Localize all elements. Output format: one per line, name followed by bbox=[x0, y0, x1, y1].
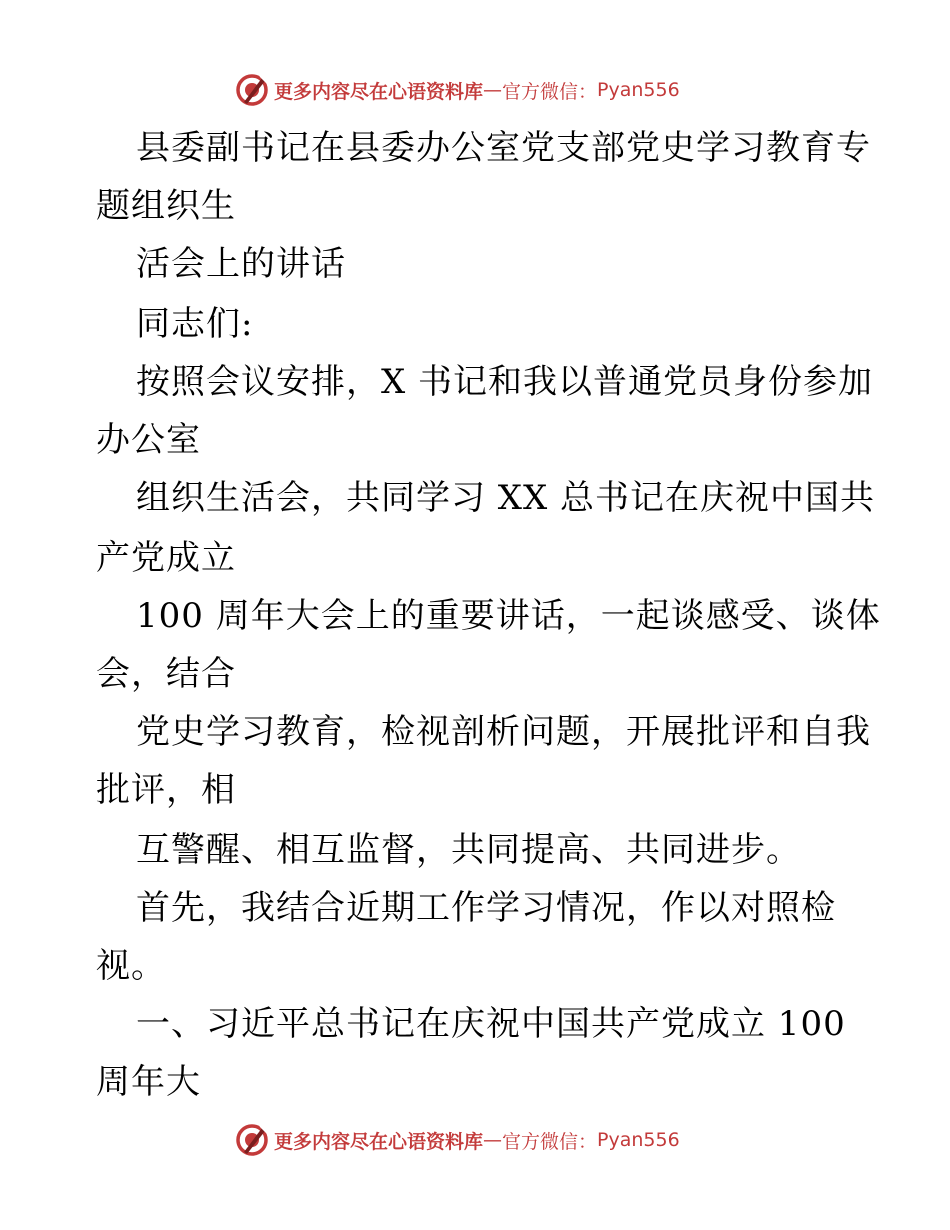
text-line: 党史学习教育，检视剖析问题，开展批评和自我 bbox=[136, 712, 871, 752]
text-line: 县委副书记在县委办公室党支部党史学习教育专 bbox=[136, 128, 871, 168]
quill-logo-icon bbox=[234, 72, 270, 108]
text-line: 同志们: bbox=[136, 304, 254, 344]
quill-logo-icon bbox=[234, 1122, 270, 1158]
watermark-wechat-label: 官方微信： bbox=[502, 1130, 598, 1153]
text-line: 互警醒、相互监督，共同提高、共同进步。 bbox=[136, 830, 801, 870]
watermark-wechat-label: 官方微信： bbox=[502, 80, 598, 103]
text-line: 100 周年大会上的重要讲话，一起谈感受、谈体 bbox=[136, 596, 881, 636]
header-watermark bbox=[234, 72, 680, 108]
text-line: 视。 bbox=[96, 946, 166, 986]
text-line: 一、习近平总书记在庆祝中国共产党成立 100 bbox=[136, 1004, 846, 1044]
text-line: 产党成立 bbox=[96, 538, 236, 578]
watermark-dash: — bbox=[483, 1129, 503, 1151]
watermark-brand: 更多内容尽在心语资料库 bbox=[274, 80, 484, 103]
footer-watermark bbox=[234, 1122, 680, 1158]
text-line: 会，结合 bbox=[96, 654, 236, 694]
watermark-dash: — bbox=[483, 79, 503, 101]
text-line: 按照会议安排，X 书记和我以普通党员身份参加 bbox=[136, 362, 874, 402]
text-line: 题组织生 bbox=[96, 186, 236, 226]
watermark-wechat-id: Pyan556 bbox=[597, 1129, 680, 1151]
watermark-wechat-id: Pyan556 bbox=[597, 79, 680, 101]
text-line: 组织生活会，共同学习 XX 总书记在庆祝中国共 bbox=[136, 478, 876, 518]
text-line: 周年大 bbox=[96, 1062, 201, 1102]
text-line: 办公室 bbox=[96, 420, 201, 460]
text-line: 首先，我结合近期工作学习情况，作以对照检 bbox=[136, 888, 836, 928]
text-line: 活会上的讲话 bbox=[136, 244, 346, 284]
watermark-brand: 更多内容尽在心语资料库 bbox=[274, 1130, 484, 1153]
text-line: 批评，相 bbox=[96, 770, 236, 810]
